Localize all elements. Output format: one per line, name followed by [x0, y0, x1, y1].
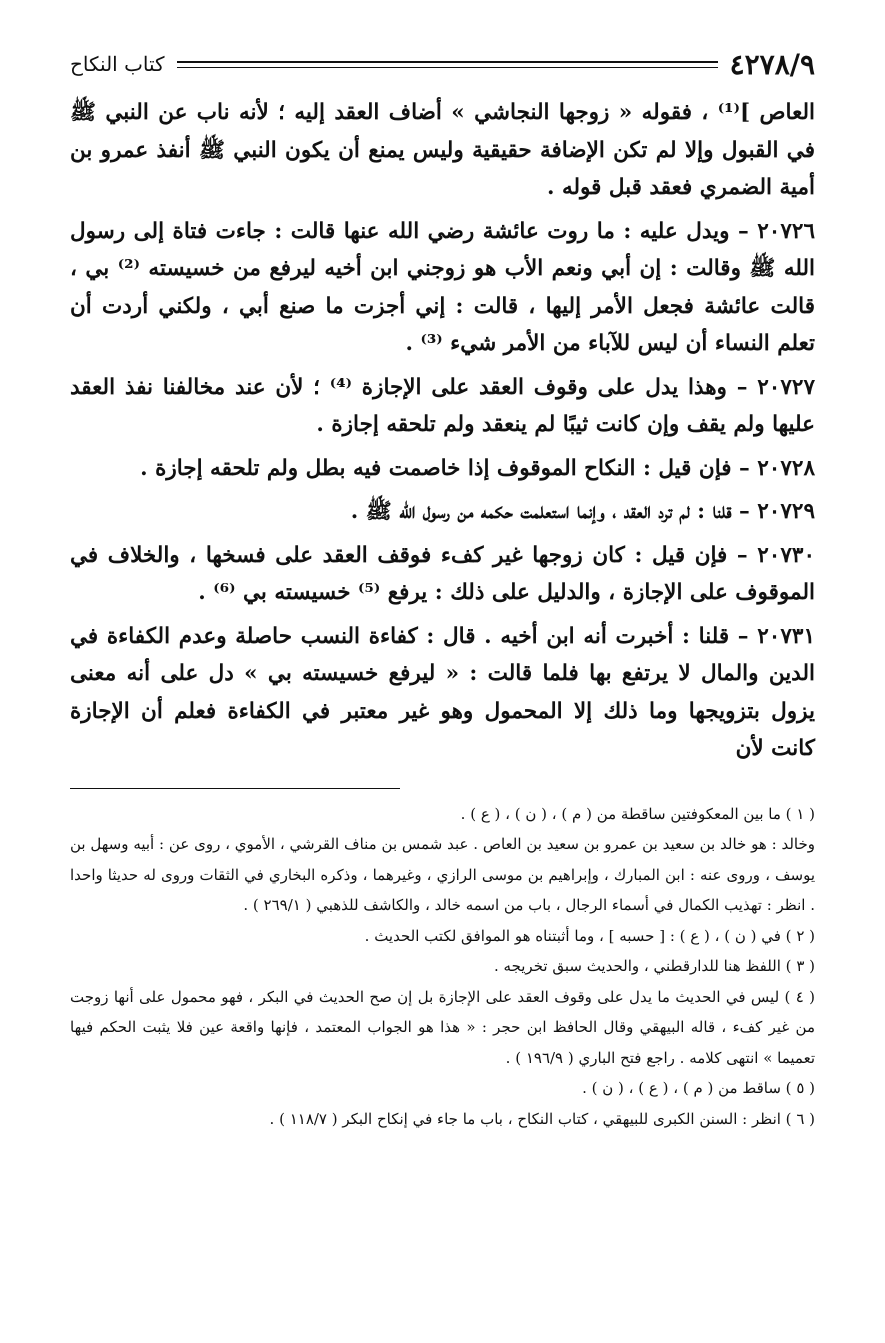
paragraph-text: – فإن قيل : النكاح الموقوف إذا خاصمت فيه بطل ولم تلحقه إجازة .	[140, 455, 758, 481]
footnote: وخالد : هو خالد بن سعيد بن عمرو بن سعيد بن العاص . عبد شمس بن مناف القرشي ، الأموي ، روى عن : أبيه وسهل بن يوسف ، وروى عنه : ابن المبارك ، وإبراهيم بن موسى الرازي ، وغيرهما ، وذكره البخاري في الثقات وروى له حديثا واحدا . انظر : تهذيب الكمال في أسماء الرجال ، باب من اسمه خالد ، والكاشف للذهبي ( ٢٦٩/١ ) .	[70, 835, 815, 914]
paragraph	[70, 213, 815, 363]
header-rule	[177, 61, 718, 68]
footnote: ( ١ ) ما بين المعكوفتين ساقطة من ( م ) ، ( ن ) ، ( ع ) .	[460, 804, 815, 823]
paragraph-number: ٢٠٧٣٠	[757, 542, 815, 568]
paragraph-text: – فإن قيل : كان زوجها غير كفء فوقف العقد على فسخها ، والخلاف في الموقوف على الإجازة ، والدليل على ذلك : يرفع ⁽⁵⁾ خسيسته بي ⁽⁶⁾ .	[70, 542, 815, 605]
footnote-divider	[70, 788, 400, 789]
footnote: ( ٤ ) ليس في الحديث ما يدل على وقوف العقد على الإجازة بل إن صح الحديث في البكر ، فهو محمول على أنها زوجت من غير كفء ، قاله البيهقي وقال الحافظ ابن حجر : « هذا هو الجواب المعتمد ، فإنها واقعة عين فلا يثبت الحكم فيها تعميما » انتهى كلامه . راجع فتح الباري ( ١٩٦/٩ ) .	[70, 987, 815, 1067]
paragraph-text: – قلنا : لم ترد العقد ، وإنما استعلمت حكمه من رسول الله ﷺ .	[350, 499, 758, 524]
paragraph	[70, 537, 815, 612]
paragraph-number: ٢٠٧٢٧	[757, 374, 815, 400]
paragraph	[70, 618, 815, 768]
footnotes	[70, 799, 815, 1135]
paragraph	[70, 369, 815, 444]
paragraph-text: – وهذا يدل على وقوف العقد على الإجازة ⁽⁴⁾ ؛ لأن عند مخالفنا نفذ العقد عليها ولم يقف وإن كانت ثيبًا لم ينعقد ولم تلحقه إجازة .	[70, 374, 815, 437]
page-header	[70, 44, 815, 84]
paragraph	[70, 94, 815, 207]
page-number: ٤٢٧٨/٩	[729, 47, 815, 81]
paragraph-number: ٢٠٧٢٩	[757, 499, 815, 524]
footnote: ( ٣ ) اللفظ هنا للدارقطني ، والحديث سبق تخريجه .	[493, 957, 815, 975]
footnote: ( ٥ ) ساقط من ( م ) ، ( ع ) ، ( ن ) .	[582, 1079, 815, 1097]
paragraph-number: ٢٠٧٢٨	[757, 455, 815, 481]
paragraph-text: – قلنا : أخبرت أنه ابن أخيه . قال : كفاءة النسب حاصلة وعدم الكفاءة في الدين والمال لا يرتفع بها فلما قالت : « ليرفع خسيسته بي » دل على أنه معنى يزول بتزويجها وما ذلك إلا المحمول وهو غير معتبر في الكفاءة فعلم أن الإجازة كانت لأن	[70, 623, 815, 761]
paragraph	[70, 493, 815, 531]
main-text	[70, 94, 815, 768]
footnote: ( ٦ ) انظر : السنن الكبرى للبيهقي ، كتاب النكاح ، باب ما جاء في إنكاح البكر ( ١١٨/٧ ) .	[269, 1109, 815, 1128]
paragraph-number: ٢٠٧٢٦	[757, 218, 815, 244]
paragraph	[70, 450, 815, 488]
paragraph-text: – ويدل عليه : ما روت عائشة رضي الله عنها قالت : جاءت فتاة إلى رسول الله ﷺ وقالت : إن أبي ونعم الأب هو زوجني ابن أخيه ليرفع من خسيسته ⁽²⁾ بي ، قالت عائشة فجعل الأمر إليها ، قالت : إني أجزت ما صنع أبي ، ولكني أردت أن تعلم النساء أن ليس للآباء من الأمر شيء ⁽³⁾ .	[70, 218, 816, 356]
footnote: ( ٢ ) في ( ن ) ، ( ع ) : [ حسبه ] ، وما أثبتناه هو الموافق لكتب الحديث .	[364, 926, 815, 945]
book-title: كتاب النكاح	[70, 52, 165, 76]
paragraph-number: ٢٠٧٣١	[757, 623, 815, 649]
paragraph-text: العاص ]⁽¹⁾ ، فقوله « زوجها النجاشي » أضاف العقد إليه ؛ لأنه ناب عن النبي ﷺ في القبول وإلا لم تكن الإضافة حقيقية وليس يمنع أن يكون النبي ﷺ أنفذ عمرو بن أمية الضمري فعقد قبل قوله .	[70, 100, 815, 200]
